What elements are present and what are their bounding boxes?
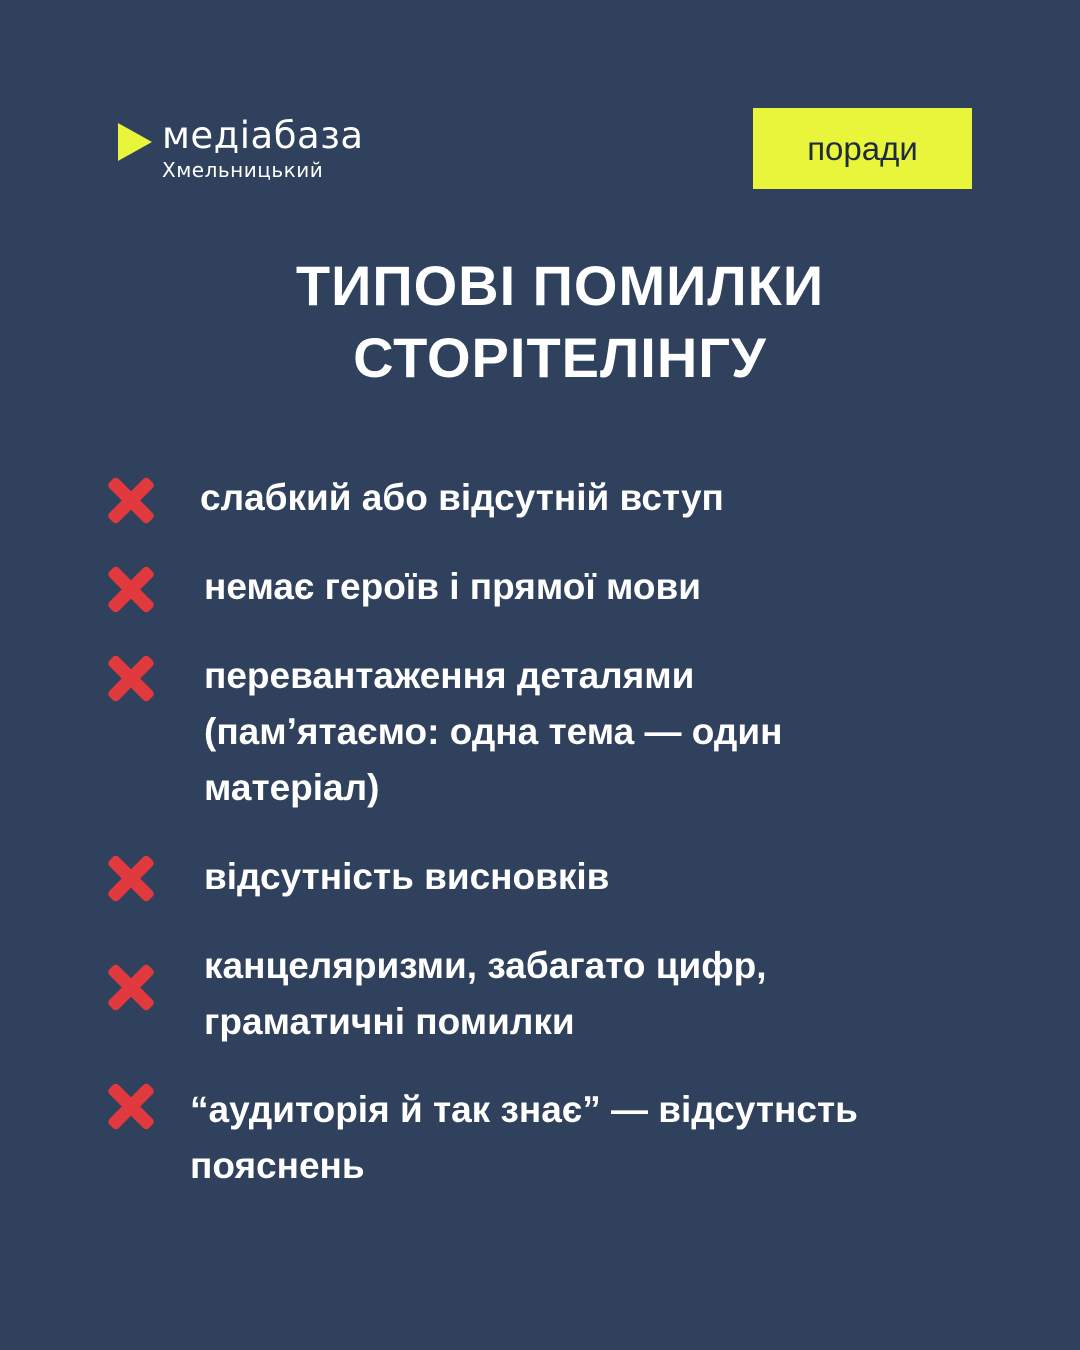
logo-name: медіабаза [162,114,364,157]
list-item-text [204,938,767,1050]
list-item-line: матеріал) [204,767,380,808]
brand-logo [118,114,418,188]
list-item-text [204,849,609,905]
list-item-line: граматичні помилки [204,1001,575,1042]
cross-icon [108,477,154,523]
page-title [0,250,1080,394]
list-item-line: перевантаження деталями [204,655,695,696]
list-item-line: канцеляризми, забагато цифр, [204,945,767,986]
list-item-text [200,470,724,526]
list-item-line: пояснень [190,1145,365,1186]
category-badge: поради [753,108,972,189]
play-icon [118,123,152,161]
cross-icon [108,566,154,612]
list-item-line: (пам’ятаємо: одна тема — один [204,711,783,752]
list-item-text [204,648,782,816]
list-item-line: слабкий або відсутній вступ [200,477,724,518]
cross-icon [108,964,154,1010]
list-item-line: відсутність висновків [204,856,610,897]
title-line-1: ТИПОВІ ПОМИЛКИ [295,254,825,317]
list-item-text [190,1082,858,1194]
title-line-2: СТОРІТЕЛІНГУ [353,326,767,389]
cross-icon [108,1083,154,1129]
list-item-text [204,559,701,615]
cross-icon [108,655,154,701]
list-item-line: немає героїв і прямої мови [204,566,701,607]
cross-icon [108,855,154,901]
logo-city: Хмельницький [162,158,324,182]
list-item-line: “аудиторія й так знає” — відсутнсть [190,1089,858,1130]
